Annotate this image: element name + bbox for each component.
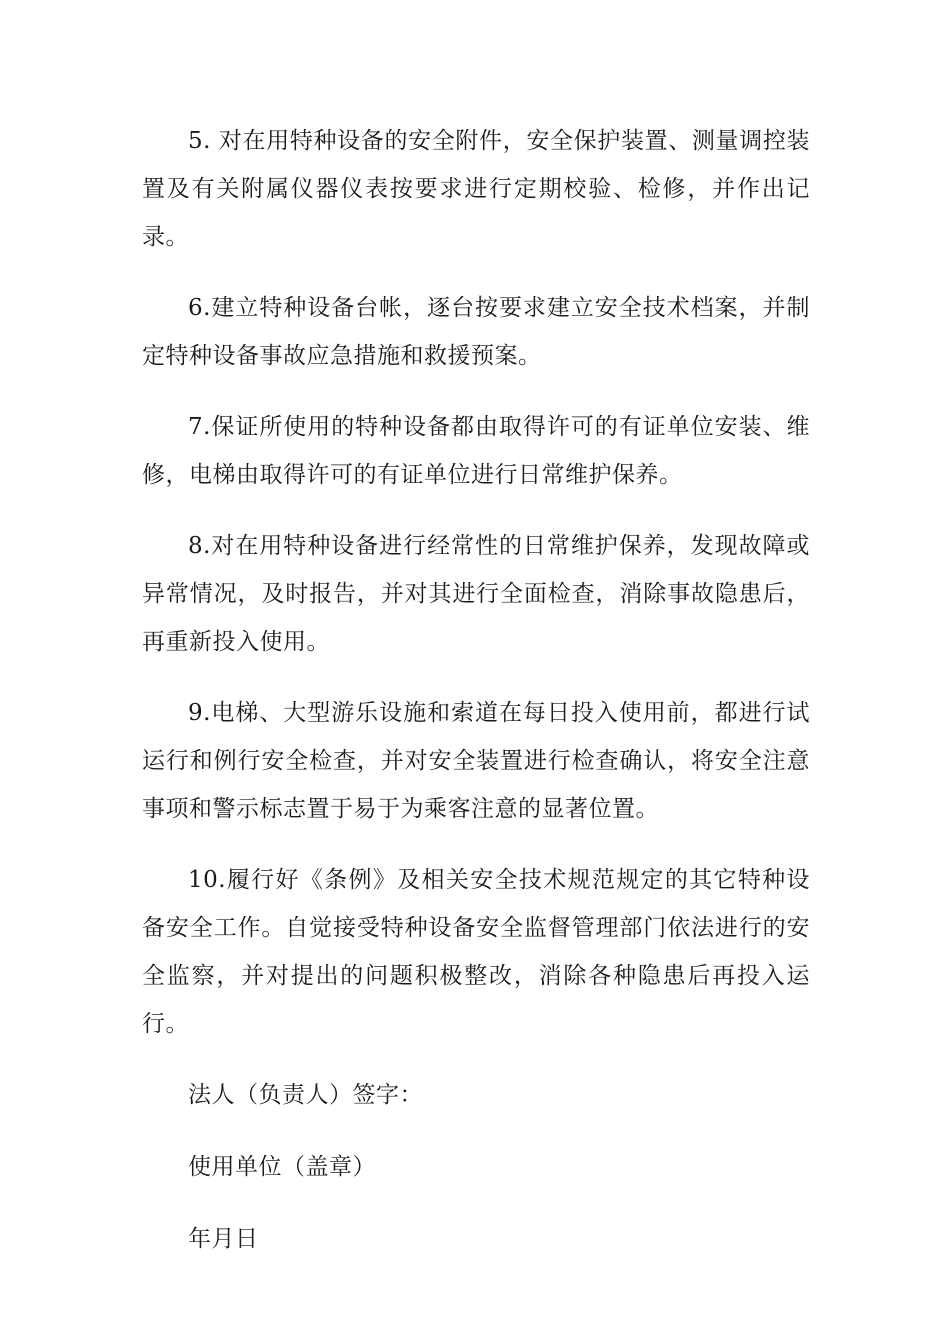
- clause-10: 10.履行好《条例》及相关安全技术规范规定的其它特种设备安全工作。自觉接受特种设备安全监督管理部门依法进行的安全监察，并对提出的问题积极整改，消除各种隐患后再投入运行。: [142, 867, 810, 1037]
- date-line: 年月日: [188, 1226, 259, 1252]
- document-body: [142, 117, 810, 1287]
- clause-6: 6.建立特种设备台帐，逐台按要求建立安全技术档案，并制定特种设备事故应急措施和救援预案。: [142, 295, 810, 369]
- clause-5: 5. 对在用特种设备的安全附件，安全保护装置、测量调控装置及有关附属仪器仪表按要求进行定期校验、检修，并作出记录。: [142, 128, 810, 250]
- legal-person-signature-line: 法人（负责人）签字：: [188, 1082, 423, 1108]
- clause-8: 8.对在用特种设备进行经常性的日常维护保养，发现故障或异常情况，及时报告，并对其进行全面检查，消除事故隐患后，再重新投入使用。: [142, 533, 810, 655]
- clause-7: 7.保证所使用的特种设备都由取得许可的有证单位安装、维修，电梯由取得许可的有证单位进行日常维护保养。: [142, 414, 810, 488]
- clause-9: 9.电梯、大型游乐设施和索道在每日投入使用前，都进行试运行和例行安全检查，并对安全装置进行检查确认，将安全注意事项和警示标志置于易于为乘客注意的显著位置。: [142, 700, 810, 822]
- unit-seal-line: 使用单位（盖章）: [188, 1154, 376, 1180]
